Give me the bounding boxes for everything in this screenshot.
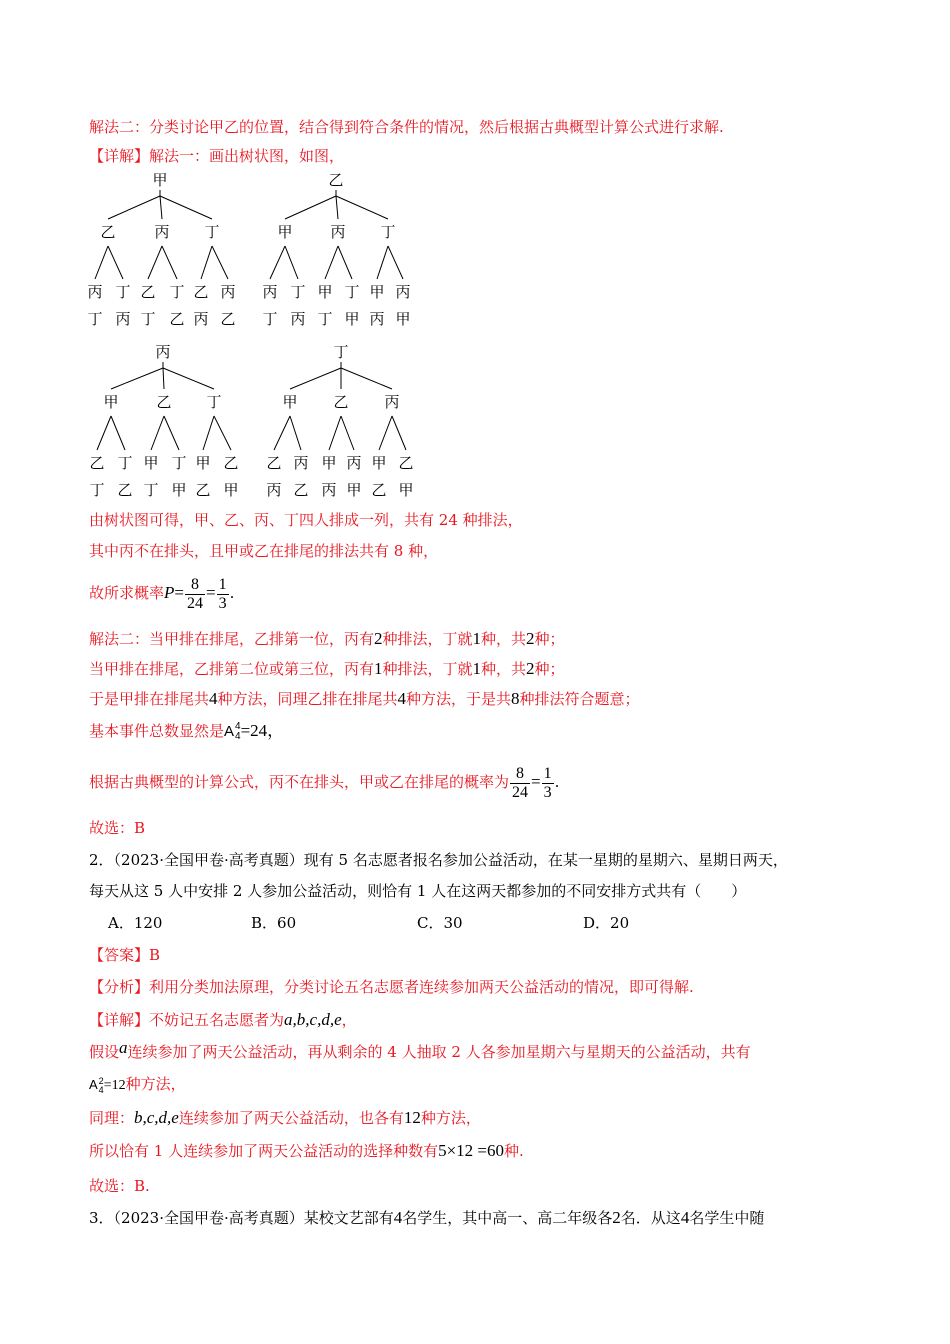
tree-root: 丁	[333, 343, 349, 361]
tree-edge	[203, 416, 214, 450]
method2-line-2	[89, 659, 565, 679]
tree-leaf: 丁	[290, 283, 306, 301]
text: 基本事件总数显然是	[89, 722, 225, 740]
m2-fraction-1	[510, 765, 530, 802]
question-number: 3．	[89, 1209, 114, 1227]
tree-edge	[338, 246, 352, 279]
text: 连续参加了两天公益活动，再从剩余的 4 人抽取 2 人各参加星期六与星期天的公益活动，共有	[127, 1043, 751, 1061]
tree-edge	[336, 196, 338, 219]
tree-leaf: 甲	[398, 481, 414, 499]
text: ，	[341, 1011, 357, 1029]
frac-num: 8	[185, 576, 205, 595]
perm-equation: =24，	[240, 721, 285, 740]
tree-leaf: 甲	[195, 454, 211, 472]
tree-leaf: 丙	[115, 310, 131, 328]
frac-den: 3	[218, 594, 227, 612]
tree-leaf: 丁	[117, 454, 133, 472]
text: 种.	[504, 1142, 524, 1160]
tree-leaf: 甲	[369, 283, 385, 301]
tree-branch-node: 丁	[204, 223, 220, 241]
tree-edge	[162, 246, 177, 279]
text: 种排法符合题意；	[519, 690, 640, 708]
text: 于是甲排在排尾共	[89, 690, 210, 708]
tree-branch-node: 甲	[277, 223, 293, 241]
tree-result-1: 由树状图可得，甲、乙、丙、丁四人排成一列，共有 24 种排法，	[89, 511, 523, 529]
tree-leaf: 丁	[115, 283, 131, 301]
frac-num: 8	[510, 765, 530, 784]
tree-root: 乙	[328, 171, 344, 189]
tree-edge	[274, 416, 290, 450]
tree-leaf: 丁	[317, 310, 333, 328]
frac-den: 3	[543, 783, 552, 801]
tree-leaf: 甲	[346, 481, 362, 499]
text: 根据古典概型的计算公式，丙不在排头，甲或乙在排尾的概率为	[89, 773, 510, 791]
tree-leaf: 甲	[344, 310, 360, 328]
eq-sign: =	[174, 583, 184, 602]
choice-d: D．20	[583, 914, 630, 932]
method2-line-5: 根据古典概型的计算公式，丙不在排头，甲或乙在排尾的概率为 $\frac{8}{24}$ = $\frac{1}{3}$ .	[89, 764, 560, 801]
num: 4	[393, 1208, 403, 1227]
num: 2	[374, 629, 383, 648]
tree-leaf: 丙	[369, 310, 385, 328]
tree-leaf: 甲	[171, 481, 187, 499]
q2-answer: 故选：B.	[89, 1177, 150, 1195]
tree-edge	[212, 246, 228, 279]
prob-prefix: 故所求概率	[89, 584, 165, 602]
tree-leaf: 丙	[321, 481, 337, 499]
tree-branch-node: 丙	[384, 393, 400, 411]
tree-edge	[377, 246, 388, 279]
q2-analysis-line	[89, 977, 694, 997]
tree-leaf: 丙	[220, 283, 236, 301]
tree-leaf: 甲	[371, 454, 387, 472]
text: 种方法，于是共	[406, 690, 512, 708]
tree-leaf: 甲	[223, 481, 239, 499]
tree-branch-node: 丙	[154, 223, 170, 241]
tree-edge	[160, 196, 162, 219]
tree-edge	[111, 368, 163, 389]
text: 种排法，丁就	[382, 630, 473, 648]
tree-edge	[95, 246, 108, 279]
q2-stem-line-2: 每天从这 5 人中安排 2 人参加公益活动，则恰有 1 人在这两天都参加的不同安排方式共有（ ）	[89, 882, 747, 900]
tree-root: 丙	[155, 343, 171, 361]
answer-label: 【答案】	[89, 946, 150, 964]
stem-text: 现有 5 名志愿者报名参加公益活动，在某一星期的星期六、星期日两天，	[303, 851, 788, 869]
tree-edge	[97, 416, 111, 450]
tree-leaf: 乙	[169, 310, 185, 328]
tree-edge	[108, 246, 123, 279]
tree-edge	[164, 416, 179, 450]
frac-den: 24	[187, 594, 203, 612]
tree-leaf: 丁	[171, 454, 187, 472]
tree-edge	[392, 416, 406, 450]
tree-edge	[285, 196, 336, 219]
perm-symbol	[224, 721, 241, 743]
num: 4	[397, 689, 407, 708]
perm-symbol	[89, 1075, 104, 1095]
tree-leaf: 乙	[195, 481, 211, 499]
answer-value: B	[149, 946, 161, 964]
tree-edge	[341, 416, 354, 450]
tree-leaf: 乙	[193, 283, 209, 301]
tree-leaf: 丁	[262, 310, 278, 328]
tree-leaf: 乙	[220, 310, 236, 328]
text: 连续参加了两天公益活动，也各有	[178, 1109, 404, 1127]
text: 解法二：当甲排在排尾，乙排第一位，丙有	[89, 630, 375, 648]
num: 2	[612, 1208, 621, 1227]
analysis-label: 【分析】	[89, 978, 150, 996]
text: 所以恰有 1 人连续参加了两天公益活动的选择种数有	[89, 1142, 439, 1160]
tree-edge	[201, 246, 212, 279]
detail-label: 【详解】	[89, 147, 150, 165]
tree-edge	[379, 416, 392, 450]
num: 8	[511, 689, 520, 708]
text: 种；	[534, 660, 565, 678]
frac-num: 1	[218, 575, 227, 593]
choice-b: B．60	[251, 914, 297, 932]
tree-leaf: 乙	[371, 481, 387, 499]
tree-edge	[111, 416, 125, 450]
text: 名学生中随	[689, 1209, 765, 1227]
tree-leaf: 丙	[266, 481, 282, 499]
text: 种方法，同理乙排在排尾共	[217, 690, 398, 708]
text: 种方法，	[125, 1075, 186, 1093]
method2-line-4	[89, 721, 284, 742]
tree-root: 甲	[152, 171, 168, 189]
text: 不妨记五名志愿者为	[149, 1011, 285, 1029]
tree-branch-node: 乙	[333, 393, 349, 411]
tree-leaf: 丙	[395, 283, 411, 301]
m2-fraction-2	[542, 765, 554, 802]
num: 2	[526, 629, 535, 648]
tree-branch-node: 乙	[156, 393, 172, 411]
text: 种排法，丁就	[382, 660, 473, 678]
q2-line-5	[89, 1141, 524, 1161]
tree-leaf: 丁	[89, 481, 105, 499]
tree-leaf: 甲	[317, 283, 333, 301]
tree-edge	[163, 368, 164, 389]
vars: b,c,d,e	[134, 1108, 179, 1127]
question-number: 2．	[89, 851, 114, 869]
method2-line-3	[89, 689, 640, 709]
tree-leaf: 丁	[143, 481, 159, 499]
tree-branch-node: 丁	[206, 393, 222, 411]
perm-letter: A	[89, 1077, 98, 1092]
tree-branch-node: 甲	[282, 393, 298, 411]
tree-edge	[290, 368, 341, 389]
tree-edge	[329, 416, 341, 450]
var: a	[119, 1038, 128, 1057]
tree-leaf: 丁	[140, 310, 156, 328]
tree-edge	[270, 246, 285, 279]
tree-branch-node: 丁	[380, 223, 396, 241]
tree-leaf: 丁	[169, 283, 185, 301]
prob-fraction-1	[185, 576, 205, 613]
tree-edge	[290, 416, 301, 450]
text: 种，共	[481, 660, 527, 678]
analysis-text: 利用分类加法原理，分类讨论五名志愿者连续参加两天公益活动的情况，即可得解.	[149, 978, 694, 996]
vars: a,b,c,d,e	[284, 1010, 342, 1029]
q3-stem-line-1	[89, 1208, 764, 1228]
frac-num: 1	[543, 764, 552, 782]
tree-edge	[163, 368, 214, 389]
text: 同理：	[89, 1109, 135, 1127]
tree-leaf: 乙	[293, 481, 309, 499]
tree-edge	[336, 196, 388, 219]
choice-a: A．120	[108, 914, 163, 932]
tree-leaf: 乙	[398, 454, 414, 472]
text: 种，共	[481, 630, 527, 648]
tree-leaf: 丙	[193, 310, 209, 328]
tree-leaf: 丙	[346, 454, 362, 472]
tree-edge	[214, 416, 231, 450]
prob-var: P	[164, 583, 175, 602]
tree-leaf: 甲	[321, 454, 337, 472]
question-source: （2023·全国甲卷·高考真题）	[113, 851, 304, 869]
detail-label: 【详解】	[89, 1011, 150, 1029]
tree-edge	[285, 246, 298, 279]
tree-edge	[151, 416, 164, 450]
q2-line-2	[89, 1038, 751, 1062]
equation: 5×12 =60	[438, 1141, 505, 1160]
text: 假设	[89, 1043, 120, 1061]
tree-result-2: 其中丙不在排头，且甲或乙在排尾的排法共有 8 种，	[89, 542, 439, 560]
tree-leaf: 乙	[266, 454, 282, 472]
tree-leaf: 丁	[344, 283, 360, 301]
tree-edge	[388, 246, 403, 279]
prob-fraction-2	[217, 576, 229, 613]
text: 名学生，其中高一、高二年级各	[402, 1209, 613, 1227]
text: 名．从这	[620, 1209, 681, 1227]
choice-c: C．30	[417, 914, 463, 932]
tree-leaf: 丙	[293, 454, 309, 472]
perm-sup: 4	[235, 721, 241, 733]
tree-leaf: 乙	[223, 454, 239, 472]
num: 12	[403, 1108, 421, 1127]
text: 种；	[534, 630, 565, 648]
tree-diagram	[0, 0, 950, 500]
q2-line-4	[89, 1108, 481, 1128]
perm-equation: =12	[103, 1078, 126, 1093]
tree-branch-node: 甲	[103, 393, 119, 411]
frac-den: 24	[512, 783, 529, 801]
tree-leaf: 甲	[395, 310, 411, 328]
perm-sub: 4	[235, 731, 241, 743]
q2-stem-line-1	[89, 850, 788, 870]
tree-leaf: 丙	[262, 283, 278, 301]
tree-leaf: 丁	[87, 310, 103, 328]
tree-leaf: 丙	[290, 310, 306, 328]
tree-leaf: 乙	[140, 283, 156, 301]
tree-branch-node: 丙	[330, 223, 346, 241]
num: 1	[472, 659, 482, 678]
method2-line-1	[89, 629, 565, 649]
question-source: （2023·全国甲卷·高考真题）	[113, 1209, 304, 1227]
eq-sign: =	[531, 772, 541, 791]
method2-intro: 解法二：分类讨论甲乙的位置，结合得到符合条件的情况，然后根据古典概型计算公式进行求解.	[89, 118, 724, 136]
tree-leaf: 甲	[143, 454, 159, 472]
tree-edge	[148, 246, 162, 279]
num: 4	[209, 689, 218, 708]
perm-sup: 2	[98, 1075, 104, 1086]
tree-leaf: 丙	[87, 283, 103, 301]
perm-sub: 4	[98, 1084, 104, 1095]
num: 4	[680, 1208, 690, 1227]
q1-answer: 故选：B	[89, 819, 146, 837]
text: 某校文艺部有	[303, 1209, 394, 1227]
tree-branch-node: 乙	[100, 223, 116, 241]
tree-leaf: 乙	[117, 481, 133, 499]
q2-detail-line	[89, 1010, 357, 1030]
q2-choices	[108, 913, 749, 933]
num: 1	[472, 629, 482, 648]
num: 1	[374, 659, 383, 678]
detail-text: 解法一：画出树状图，如图，	[149, 147, 345, 165]
tree-edge	[108, 196, 160, 219]
tree-leaf: 乙	[89, 454, 105, 472]
text: 种方法，	[420, 1109, 481, 1127]
q2-answer-line	[89, 945, 160, 965]
text: 当甲排在排尾，乙排第二位或第三位，丙有	[89, 660, 375, 678]
tree-edge	[341, 368, 392, 389]
tree-edge	[325, 246, 338, 279]
tree-edge	[160, 196, 212, 219]
perm-letter: A	[224, 723, 235, 740]
q2-line-3	[89, 1074, 186, 1096]
probability-line: 故所求概率P= $\frac{8}{24}$ = $\frac{1}{3}$ .	[89, 575, 235, 612]
num: 2	[526, 659, 535, 678]
eq-sign: =	[206, 583, 216, 602]
